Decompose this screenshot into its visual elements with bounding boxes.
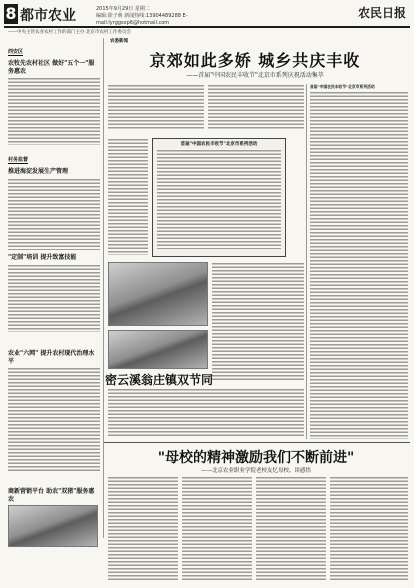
page-number: 8 xyxy=(5,4,17,23)
main-mid-text xyxy=(212,262,304,382)
masthead-date: 2015年9月29日 星期二 xyxy=(96,6,150,12)
bottom-text-4 xyxy=(330,476,408,580)
masthead-subline: ——中央主管农业农村工作的部门主办 北京市农村工作委员会 xyxy=(8,30,131,35)
left-text-4 xyxy=(8,367,100,472)
main-left-text xyxy=(108,138,148,255)
bottom-section-rule xyxy=(104,442,410,443)
left-headline-1: 农牧先农村社区 做好"五个一"服务惠农 xyxy=(8,60,95,75)
masthead-rule xyxy=(4,26,410,28)
left-column xyxy=(8,38,100,543)
masthead-meta xyxy=(96,6,246,27)
main-kicker: 农委新闻 xyxy=(110,39,128,44)
photo-caption-text xyxy=(108,388,304,438)
left-text-1 xyxy=(8,77,100,145)
main-subheadline: ——首届"中国农民丰收节"北京市系列庆祝活动集萃 xyxy=(186,72,324,79)
right-column xyxy=(310,84,408,439)
main-headline: 京郊如此多娇 城乡共庆丰收 xyxy=(149,51,361,70)
activities-box-title: 首届"中国农民丰收节"北京市系列活动 xyxy=(180,142,258,147)
bottom-text-2 xyxy=(182,476,252,580)
harvest-photo-1 xyxy=(108,262,208,326)
right-column-title: 首届"中国农民丰收节"北京市系列活动 xyxy=(310,84,375,89)
harvest-photo-2 xyxy=(108,330,208,369)
bottom-text-1 xyxy=(108,476,178,580)
main-lead-text-1 xyxy=(108,84,204,130)
photo-caption-title: 密云溪翁庄镇双节同 xyxy=(104,373,213,387)
left-headline-2: 推进海淀发展生产管理 xyxy=(8,168,69,175)
left-tag-1: 西安区 xyxy=(8,49,24,55)
main-lead-text-2 xyxy=(208,84,304,130)
left-article-4 xyxy=(8,348,100,472)
left-photo xyxy=(8,505,98,547)
section-title: 都市农业 xyxy=(20,8,76,24)
left-article-2 xyxy=(8,146,100,250)
right-column-text xyxy=(310,91,408,439)
bottom-subheadline: ——北京农业职业学院老校友忆母校、谈感悟 xyxy=(200,468,311,474)
left-text-3 xyxy=(8,264,100,332)
left-article-3 xyxy=(8,252,100,332)
bottom-text-3 xyxy=(256,476,326,580)
left-text-2 xyxy=(8,178,100,250)
activities-box-text xyxy=(157,149,281,249)
bottom-headline: "母校的精神激励我们不断前进" xyxy=(157,450,355,466)
left-headline-5: 商新营销平台 助农"双猪"服务惠农 xyxy=(8,488,95,503)
left-tag-2: 村务监督 xyxy=(8,157,29,163)
paper-name: 农民日报 xyxy=(357,6,406,20)
left-article-5 xyxy=(8,486,100,547)
left-headline-4: 农业"六网" 提升农村现代治理水平 xyxy=(8,350,95,365)
activities-box xyxy=(152,138,286,257)
left-article-1 xyxy=(8,38,100,145)
masthead xyxy=(4,4,410,26)
left-headline-3: "定制"培训 提升致富技能 xyxy=(8,254,77,261)
masthead-contact: 编辑:徐子萌 新闻热线:13904489288 E-mail:lyrggsxp6@hotmail.com xyxy=(96,13,188,26)
column-divider-right xyxy=(306,84,307,439)
